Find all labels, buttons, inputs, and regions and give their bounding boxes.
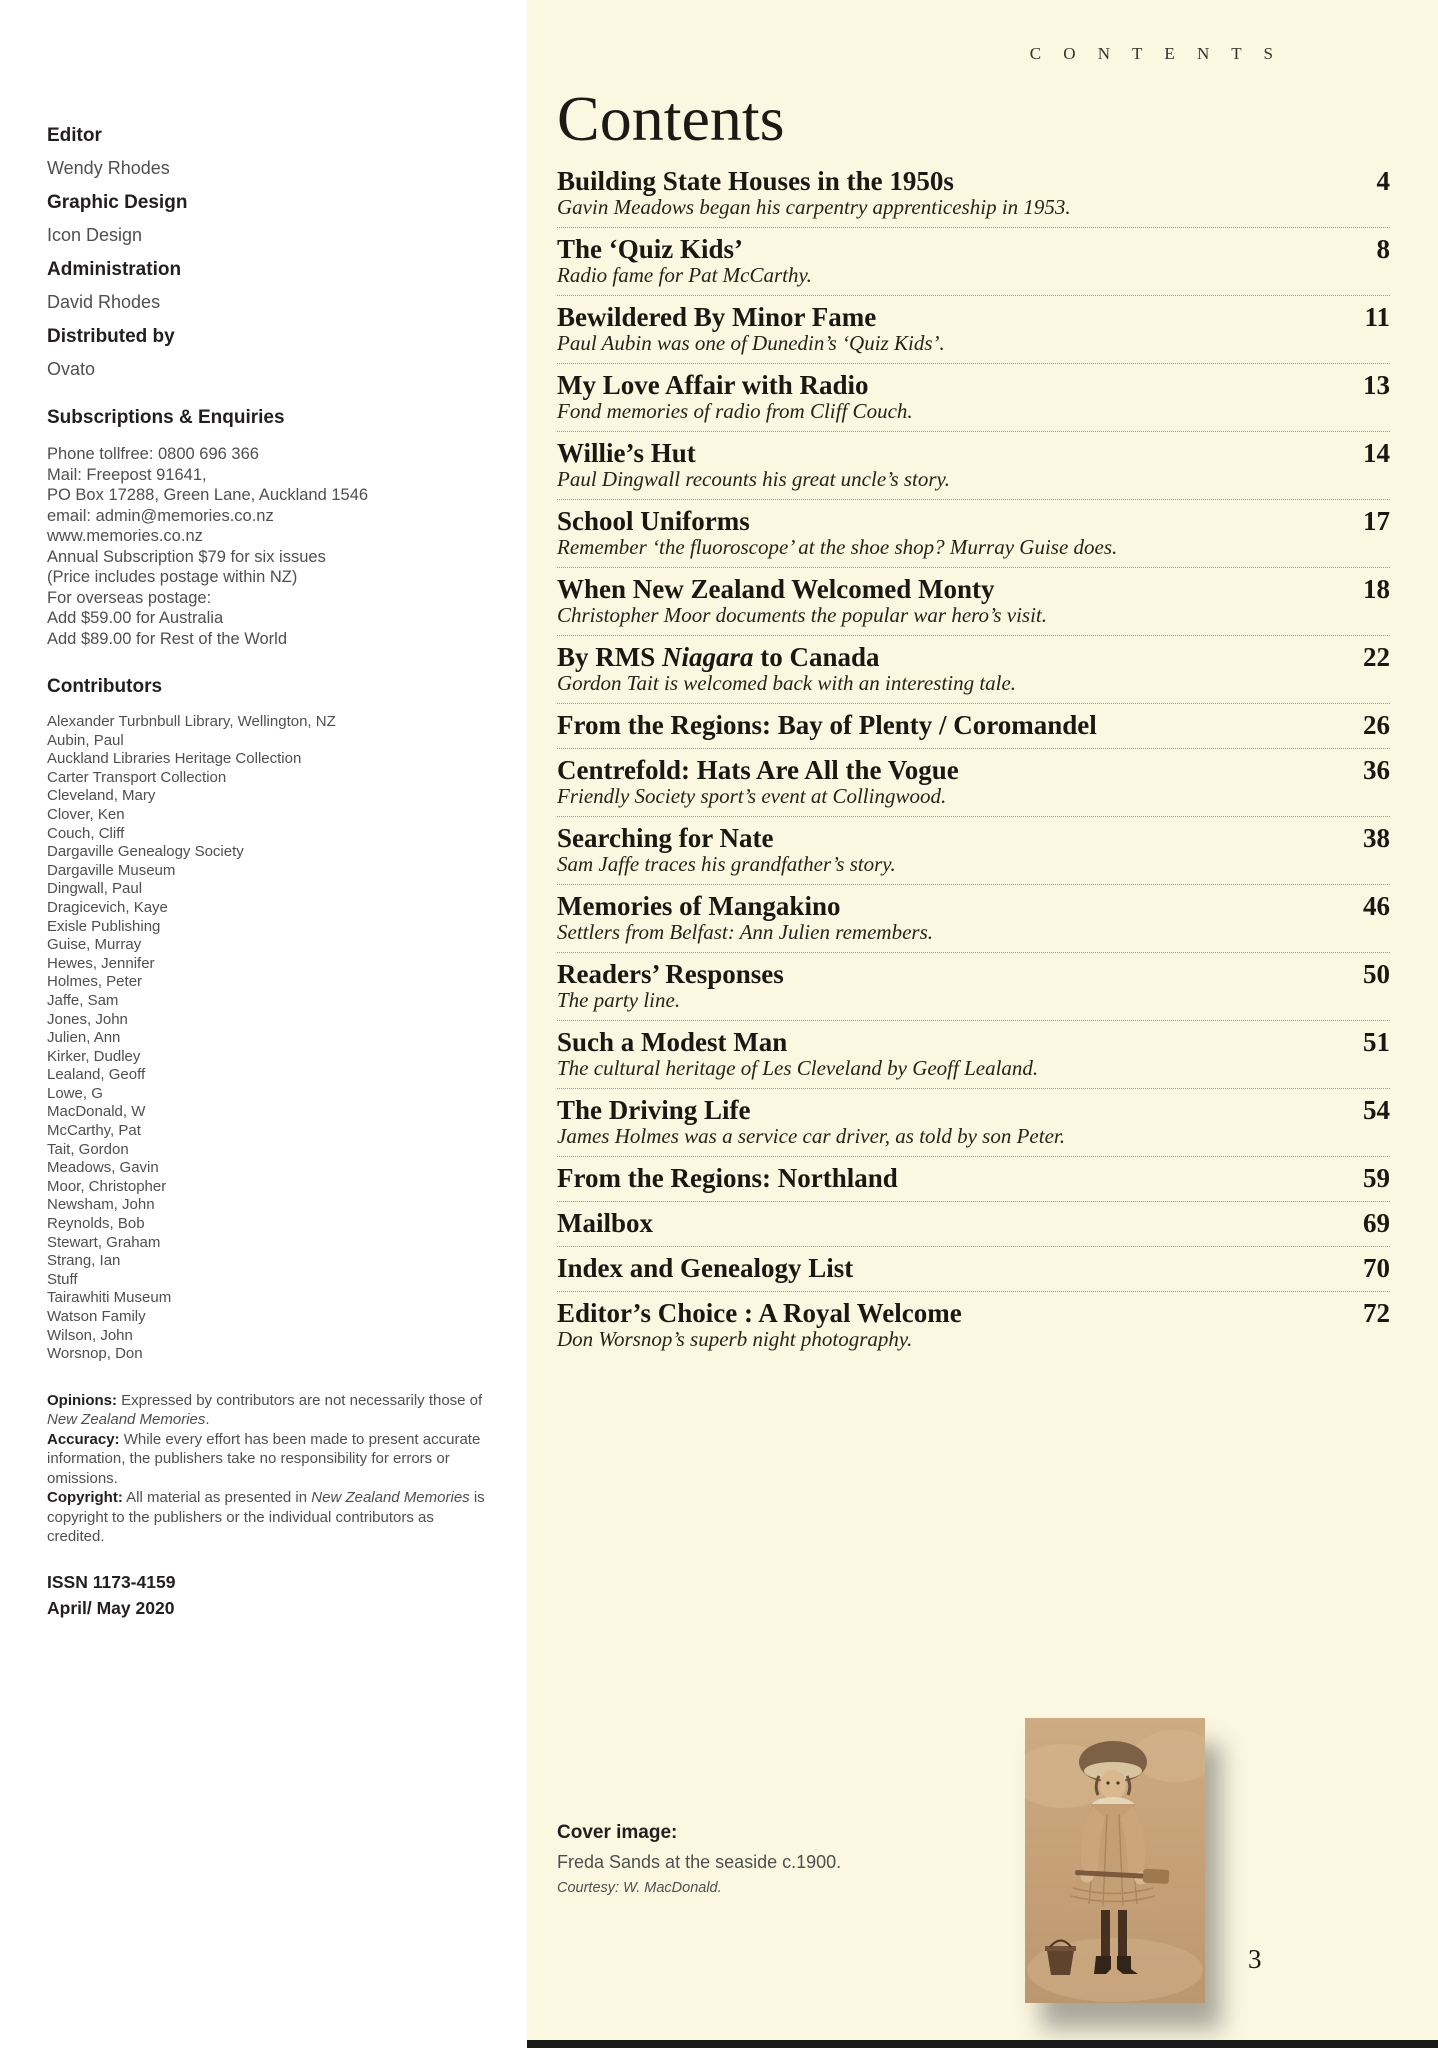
subscriptions-line: Annual Subscription $79 for six issues [47, 547, 326, 566]
toc-page-number: 46 [1363, 891, 1390, 921]
toc-entry-line [557, 891, 1390, 921]
notice-tail: is copyright to the publishers or the individual contributors as credited. [47, 1489, 485, 1546]
toc-entry-title [557, 710, 1097, 740]
notice-magazine-title: New Zealand Memories [311, 1489, 470, 1507]
toc-page-number: 54 [1363, 1095, 1390, 1125]
toc-entry [557, 817, 1390, 885]
toc-entry-list [557, 160, 1390, 1359]
masthead-role-value: Wendy Rhodes [47, 158, 170, 178]
toc-entry-subtitle: James Holmes was a service car driver, as told by son Peter. [557, 1124, 1065, 1148]
toc-entry [557, 568, 1390, 636]
toc-title-text: The Driving Life [557, 1095, 751, 1125]
toc-entry-title [557, 574, 995, 604]
subscriptions-line: (Price includes postage within NZ) [47, 568, 298, 586]
contributor-name: Worsnop, Don [47, 1345, 143, 1363]
toc-title-text: School Uniforms [557, 506, 750, 536]
toc-entry-subtitle: Settlers from Belfast: Ann Julien remembers. [557, 920, 933, 944]
notice-text: While every effort has been made to present accurate information, the publishers take no responsibility for errors or omissions. [47, 1430, 481, 1487]
toc-page-number: 14 [1363, 438, 1390, 468]
toc-entry-subtitle: The party line. [557, 988, 681, 1012]
toc-entry-line [557, 438, 1390, 468]
contributor-name: Reynolds, Bob [47, 1215, 145, 1233]
toc-entry-subtitle: Christopher Moor documents the popular war hero’s visit. [557, 603, 1048, 627]
toc-entry-line [557, 1163, 1390, 1193]
toc-title-italic: Niagara [662, 642, 754, 672]
toc-entry-line [557, 959, 1390, 989]
toc-entry-line [557, 574, 1390, 604]
contributor-name: Dargaville Genealogy Society [47, 843, 244, 861]
toc-entry [557, 749, 1390, 817]
toc-entry-line [557, 1095, 1390, 1125]
toc-page-number: 70 [1363, 1253, 1390, 1283]
cover-image-caption: Freda Sands at the seaside c.1900. [557, 1852, 842, 1872]
toc-entry [557, 296, 1390, 364]
toc-page-number: 26 [1363, 710, 1390, 740]
contributor-name: Couch, Cliff [47, 824, 125, 842]
toc-entry-line [557, 302, 1390, 332]
subscriptions-line: For overseas postage: [47, 588, 212, 607]
notice-tail: . [205, 1411, 210, 1429]
toc-page-number: 51 [1363, 1027, 1390, 1057]
contributor-name: Lealand, Geoff [47, 1066, 146, 1084]
toc-entry-title [557, 1298, 962, 1328]
toc-entry-subtitle: Gordon Tait is welcomed back with an interesting tale. [557, 671, 1017, 695]
toc-entry [557, 432, 1390, 500]
table-of-contents [557, 84, 1390, 1359]
masthead-sidebar-content [0, 0, 527, 1621]
contributor-name: Tait, Gordon [47, 1140, 129, 1158]
toc-entry-subtitle: Fond memories of radio from Cliff Couch. [557, 399, 913, 423]
contributor-name: Newsham, John [47, 1196, 155, 1214]
toc-page-number: 11 [1364, 302, 1390, 332]
cover-image-caption-block [557, 1822, 997, 1896]
toc-entry-title [557, 302, 876, 332]
notice-magazine-title: New Zealand Memories [47, 1411, 206, 1429]
toc-page-number: 4 [1376, 166, 1390, 196]
subscriptions-line: www.memories.co.nz [47, 527, 203, 545]
contributor-name: Dargaville Museum [47, 861, 176, 879]
contributors-heading: Contributors [47, 676, 163, 697]
cover-image-heading: Cover image: [557, 1822, 678, 1843]
toc-entry-line [557, 234, 1390, 264]
toc-entry-line [557, 506, 1390, 536]
toc-title-text: Searching for Nate [557, 823, 774, 853]
notice-lead: Accuracy: [47, 1430, 120, 1448]
toc-title-text: Editor’s Choice : A Royal Welcome [557, 1298, 962, 1328]
masthead-item [47, 192, 487, 246]
subscriptions-lines [47, 444, 487, 649]
toc-page-number: 18 [1363, 574, 1390, 604]
contributor-name: Stuff [47, 1270, 78, 1288]
toc-entry-line [557, 755, 1390, 785]
toc-entry-subtitle: Remember ‘the fluoroscope’ at the shoe shop? Murray Guise does. [557, 535, 1118, 559]
subscriptions-line: PO Box 17288, Green Lane, Auckland 1546 [47, 486, 369, 504]
toc-entry [557, 953, 1390, 1021]
cover-photo-vintage-girl [1025, 1718, 1205, 2003]
contributor-name: MacDonald, W [47, 1103, 146, 1121]
contributor-name: Exisle Publishing [47, 917, 161, 935]
subscriptions-line: Mail: Freepost 91641, [47, 465, 207, 484]
contributor-name: Dragicevich, Kaye [47, 898, 168, 916]
issue-date: April/ May 2020 [47, 1597, 175, 1618]
toc-entry-subtitle: Gavin Meadows began his carpentry apprenticeship in 1953. [557, 195, 1071, 219]
toc-entry [557, 704, 1390, 749]
masthead-role-label: Distributed by [47, 326, 175, 347]
toc-entry-title [557, 1163, 898, 1193]
notice-text: Expressed by contributors are not necessarily those of [117, 1391, 483, 1409]
toc-title-text: Mailbox [557, 1208, 654, 1238]
page-number: 3 [1248, 1944, 1262, 1974]
toc-entry-line [557, 1027, 1390, 1057]
toc-entry-subtitle: Sam Jaffe traces his grandfather’s story. [557, 852, 896, 876]
toc-page-number: 13 [1363, 370, 1390, 400]
page-edge-strip [527, 2040, 1438, 2048]
toc-entry-line [557, 1253, 1390, 1283]
contributor-name: Aubin, Paul [47, 731, 124, 749]
toc-entry-line [557, 166, 1390, 196]
contributor-name: Jones, John [47, 1010, 128, 1028]
toc-title-text: When New Zealand Welcomed Monty [557, 574, 995, 604]
toc-page-number: 72 [1363, 1298, 1390, 1328]
toc-title-text: The ‘Quiz Kids’ [557, 234, 744, 264]
legal-notice [47, 1488, 487, 1547]
toc-entry [557, 636, 1390, 704]
masthead-item [47, 326, 487, 380]
toc-page-number: 50 [1363, 959, 1390, 989]
contributor-name: Meadows, Gavin [47, 1159, 159, 1177]
legal-notice [47, 1430, 487, 1489]
toc-entry-subtitle: The cultural heritage of Les Cleveland by Geoff Lealand. [557, 1056, 1039, 1080]
toc-entry-title [557, 1027, 787, 1057]
toc-entry-title [557, 642, 880, 672]
toc-title-text: Readers’ Responses [557, 959, 784, 989]
toc-entry [557, 885, 1390, 953]
issn-block [47, 1569, 487, 1621]
toc-entry-title [557, 1095, 751, 1125]
toc-page-number: 17 [1363, 506, 1390, 536]
toc-title-text: Bewildered By Minor Fame [557, 302, 877, 332]
notice-lead: Copyright: [47, 1489, 123, 1507]
masthead-role-value: Ovato [47, 359, 96, 379]
legal-notices [47, 1391, 487, 1547]
contributor-name: Dingwall, Paul [47, 880, 143, 898]
toc-title-text-after: to Canada [753, 642, 880, 672]
subscriptions-heading: Subscriptions & Enquiries [47, 407, 285, 428]
contributor-name: Auckland Libraries Heritage Collection [47, 750, 302, 768]
contributor-name: Watson Family [47, 1308, 146, 1325]
toc-page-number: 69 [1363, 1208, 1390, 1238]
toc-entry [557, 500, 1390, 568]
toc-entry-line [557, 823, 1390, 853]
toc-entry [557, 364, 1390, 432]
contributor-name: McCarthy, Pat [47, 1122, 141, 1140]
toc-entry-title [557, 755, 959, 785]
toc-entry [557, 1157, 1390, 1202]
toc-title-text: Such a Modest Man [557, 1027, 788, 1057]
contributor-name: Strang, Ian [47, 1252, 121, 1270]
toc-entry-title [557, 959, 784, 989]
toc-entry-title [557, 823, 773, 853]
toc-page-number: 36 [1363, 755, 1390, 785]
vintage-girl-illustration [1025, 1718, 1205, 2003]
toc-entry-title [557, 506, 750, 536]
toc-title-text: From the Regions: Northland [557, 1163, 898, 1193]
subscriptions-line: email: admin@memories.co.nz [47, 506, 274, 525]
contributor-name: Alexander Turbnbull Library, Wellington, NZ [47, 713, 336, 730]
toc-entry [557, 228, 1390, 296]
contributor-name: Wilson, John [47, 1326, 133, 1344]
notice-text: All material as presented in [122, 1489, 312, 1507]
contributor-name: Jaffe, Sam [47, 991, 119, 1009]
toc-entry-line [557, 370, 1390, 400]
masthead-role-value: Icon Design [47, 225, 143, 245]
toc-entry-line [557, 710, 1390, 740]
toc-title-text: Willie’s Hut [557, 438, 696, 468]
contributor-name: Julien, Ann [47, 1029, 121, 1047]
toc-entry-subtitle: Radio fame for Pat McCarthy. [557, 263, 812, 287]
issn-number: ISSN 1173-4159 [47, 1571, 176, 1592]
toc-entry-title [557, 1253, 853, 1283]
masthead-sidebar [0, 0, 527, 2048]
subscriptions-line: Add $89.00 for Rest of the World [47, 629, 287, 648]
toc-entry-subtitle: Friendly Society sport’s event at Collingwood. [557, 784, 947, 808]
toc-entry [557, 1292, 1390, 1359]
contributor-name: Stewart, Graham [47, 1233, 161, 1251]
masthead-list [47, 125, 487, 380]
contributor-name: Clover, Ken [47, 805, 125, 823]
contributors-list [47, 713, 487, 1364]
masthead-role-label: Graphic Design [47, 192, 188, 213]
toc-entry-subtitle: Don Worsnop’s superb night photography. [557, 1327, 913, 1351]
subscriptions-line: Add $59.00 for Australia [47, 609, 224, 627]
cover-image-credit: Courtesy: W. MacDonald. [557, 1880, 722, 1896]
toc-entry-title [557, 166, 954, 196]
toc-entry-title [557, 438, 696, 468]
toc-page-number: 8 [1376, 234, 1390, 264]
toc-title-text: By RMS [557, 642, 663, 672]
toc-title-text: Centrefold: Hats Are All the Vogue [557, 755, 959, 785]
toc-entry-subtitle: Paul Aubin was one of Dunedin’s ‘Quiz Kids’. [557, 331, 945, 355]
contributor-name: Tairawhiti Museum [47, 1289, 172, 1307]
subscriptions-line: Phone tollfree: 0800 696 366 [47, 445, 259, 463]
toc-title-text: Building State Houses in the 1950s [557, 166, 954, 196]
contributor-name: Carter Transport Collection [47, 768, 227, 786]
masthead-role-value: David Rhodes [47, 292, 161, 312]
toc-entry [557, 1247, 1390, 1292]
toc-title-text: From the Regions: Bay of Plenty / Coromandel [557, 710, 1097, 740]
toc-page-number: 38 [1363, 823, 1390, 853]
toc-entry-title [557, 1208, 653, 1238]
contributor-name: Cleveland, Mary [47, 787, 156, 805]
toc-entry [557, 1021, 1390, 1089]
toc-entry [557, 160, 1390, 228]
contributor-name: Kirker, Dudley [47, 1047, 141, 1065]
toc-page-number: 22 [1363, 642, 1390, 672]
toc-page-number: 59 [1363, 1163, 1390, 1193]
toc-entry-title [557, 370, 869, 400]
notice-lead: Opinions: [47, 1391, 117, 1409]
contributor-name: Lowe, G [47, 1084, 103, 1102]
masthead-role-label: Editor [47, 125, 102, 146]
toc-entry-title [557, 891, 840, 921]
masthead-item [47, 259, 487, 313]
toc-entry-title [557, 234, 743, 264]
toc-entry-line [557, 642, 1390, 672]
toc-title-text: Index and Genealogy List [557, 1253, 854, 1283]
toc-entry-line [557, 1208, 1390, 1238]
toc-title-text: My Love Affair with Radio [557, 370, 869, 400]
masthead-item [47, 125, 487, 179]
toc-entry-subtitle: Paul Dingwall recounts his great uncle’s story. [557, 467, 950, 491]
legal-notice [47, 1391, 487, 1430]
contributor-name: Hewes, Jennifer [47, 954, 155, 972]
toc-entry [557, 1202, 1390, 1247]
contributor-name: Moor, Christopher [47, 1177, 167, 1195]
running-head-contents: C O N T E N T S [1029, 44, 1282, 63]
toc-entry-line [557, 1298, 1390, 1328]
contributor-name: Holmes, Peter [47, 973, 143, 991]
contributor-name: Guise, Murray [47, 936, 142, 954]
toc-title-text: Memories of Mangakino [557, 891, 841, 921]
masthead-role-label: Administration [47, 259, 182, 280]
page-title: Contents [557, 83, 785, 154]
toc-entry [557, 1089, 1390, 1157]
